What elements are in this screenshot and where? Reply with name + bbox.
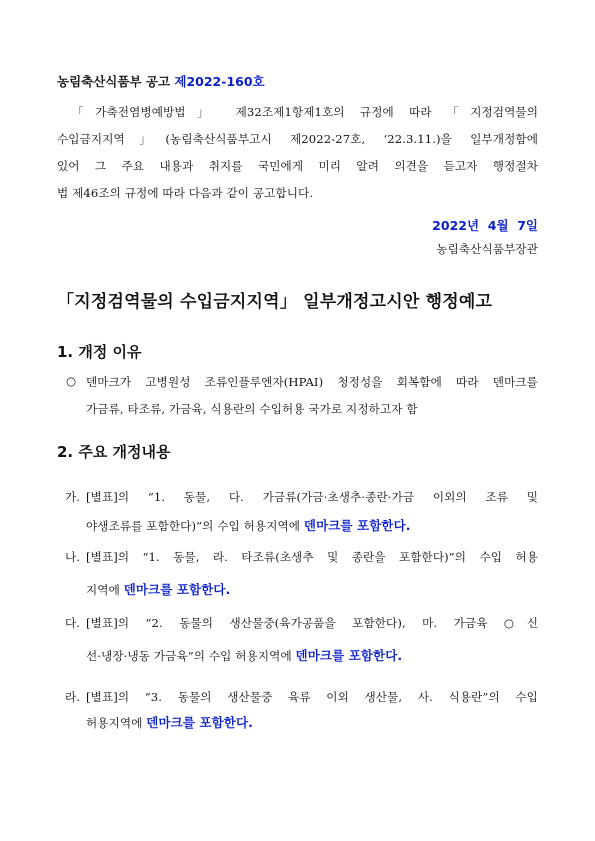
notice-header <box>57 72 265 90</box>
section-1-line-1: 덴마크가 고병원성 조류인플루엔자(HPAI) 청정성을 회복함에 따라 덴마크를 <box>86 375 538 389</box>
item-line-1: [별표]의 “1. 동물, 라. 타조류(초생추 및 종란을 포함한다)”의 수입 허용 <box>86 550 538 564</box>
item-marker: 다. <box>65 616 81 630</box>
bullet-icon: ○ <box>66 374 77 388</box>
preamble-line-1: 「가축전염병예방법」 제32조제1항제1호의 규정에 따라 「지정검역물의 <box>72 105 538 119</box>
item-line-2 <box>86 713 253 731</box>
item-marker: 라. <box>65 690 81 704</box>
item-line-1: [별표]의 “3. 동물의 생산물중 육류 이외 생산물, 사. 식용란”의 수입 <box>86 690 538 704</box>
preamble-line-2: 수입금지지역」(농림축산식품부고시 제2022-27호, ‘22.3.11.)을 일부개정함에 <box>57 132 538 146</box>
page-title: 「지정검역물의 수입금지지역」 일부개정고시안 행정예고 <box>57 292 493 312</box>
preamble-line-3: 있어 그 주요 내용과 취지를 국민에게 미리 알려 의견을 듣고자 행정절차 <box>57 159 538 173</box>
item-line-1: [별표]의 “1. 동물, 다. 가금류(가금·초생추·종란·가금 이외의 조류 및 <box>86 490 538 504</box>
section-1-heading: 1. 개정 이유 <box>57 343 142 361</box>
item-line-2 <box>86 580 230 598</box>
section-1-line-2: 가금류, 타조류, 가금육, 식용란의 수입허용 국가로 지정하고자 함 <box>86 402 418 416</box>
item-line-2-text: 지역에 <box>86 583 120 597</box>
preamble-line-4: 법 제46조의 규정에 따라 다음과 같이 공고합니다. <box>57 186 314 200</box>
item-line-2 <box>86 516 411 534</box>
item-marker: 가. <box>65 490 81 504</box>
item-marker: 나. <box>65 550 81 564</box>
item-highlight: 덴마크를 포함한다. <box>146 715 253 730</box>
item-line-2-text: 선·냉장·냉동 가금육”의 수입 허용지역에 <box>86 649 292 663</box>
item-line-2-text: 허용지역에 <box>86 716 143 730</box>
item-highlight: 덴마크를 포함한다. <box>303 518 411 533</box>
item-line-2-text: 야생조류를 포함한다)”의 수입 허용지역에 <box>86 519 301 533</box>
notice-date: 2022년 4월 7일 <box>432 218 538 233</box>
notice-number: 제2022-160호 <box>174 74 265 89</box>
item-highlight: 덴마크를 포함한다. <box>295 648 403 663</box>
item-highlight: 덴마크를 포함한다. <box>123 582 231 597</box>
item-line-2 <box>86 646 402 664</box>
section-2-heading: 2. 주요 개정내용 <box>57 443 171 461</box>
issuer: 농림축산식품부장관 <box>436 242 538 256</box>
notice-org: 농림축산식품부 공고 <box>57 74 171 89</box>
item-line-1: [별표]의 “2. 동물의 생산물중(육가공품을 포함한다), 마. 가금육 ○신 <box>86 616 538 630</box>
